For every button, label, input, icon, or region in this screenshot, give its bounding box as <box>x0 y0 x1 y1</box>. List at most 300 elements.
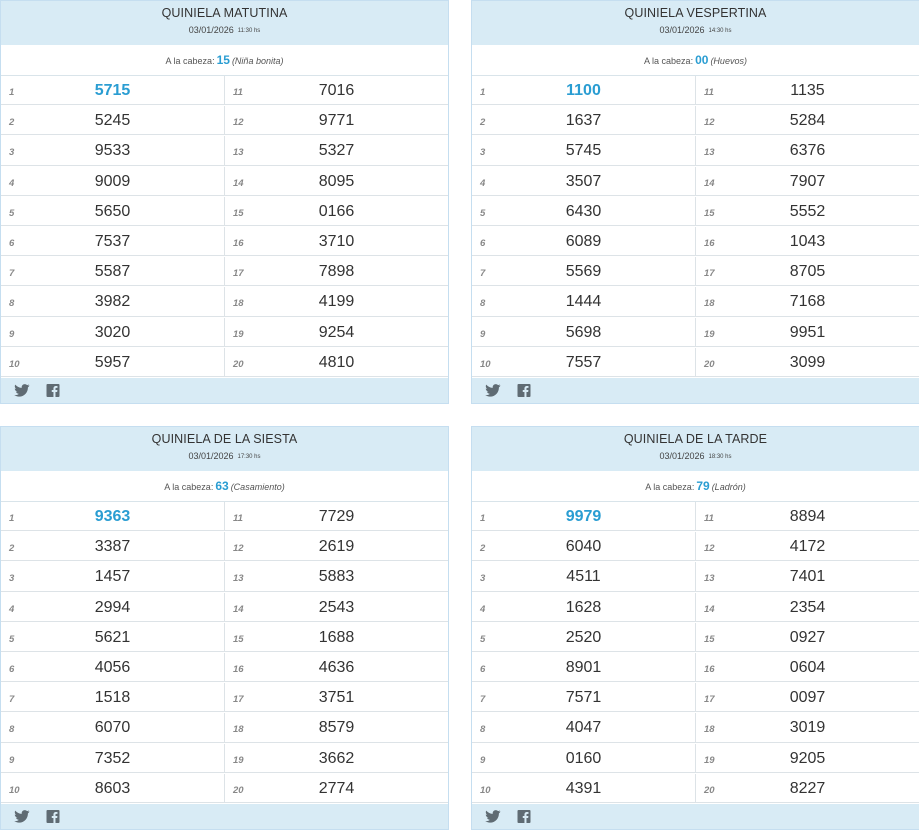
result-cell <box>1 623 224 651</box>
table-row <box>472 653 919 682</box>
card-header <box>1 427 448 471</box>
cabeza-number: 63 <box>215 479 229 493</box>
result-number: 3387 <box>94 538 131 556</box>
position-label: 1 <box>480 87 486 98</box>
result-cell <box>695 257 919 285</box>
position-label: 18 <box>233 298 244 310</box>
position-label: 11 <box>233 87 243 98</box>
position-label: 7 <box>480 694 486 706</box>
result-cell <box>695 593 919 621</box>
result-cell <box>224 593 448 621</box>
result-cell <box>472 167 695 195</box>
position-label: 17 <box>704 694 715 706</box>
position-label: 17 <box>233 268 244 280</box>
result-number: 4056 <box>94 659 131 676</box>
position-label: 9 <box>480 754 486 766</box>
result-cell <box>1 257 224 285</box>
position-label: 18 <box>704 724 715 736</box>
position-label: 4 <box>9 603 15 615</box>
table-row <box>1 593 448 622</box>
result-number: 3662 <box>318 749 355 767</box>
result-cell <box>472 562 695 590</box>
first-prize-number: 9979 <box>565 508 602 525</box>
result-number: 3751 <box>318 689 355 707</box>
result-cell <box>695 683 919 711</box>
card-title: QUINIELA VESPERTINA <box>624 6 767 20</box>
result-cell <box>472 287 695 315</box>
result-cell <box>224 653 448 681</box>
result-number: 9533 <box>94 142 131 160</box>
table-row <box>1 287 448 316</box>
result-number: 0160 <box>565 749 602 767</box>
position-label: 7 <box>9 694 15 706</box>
result-number: 9205 <box>789 749 826 767</box>
result-cell <box>695 713 919 741</box>
result-cell <box>1 197 224 225</box>
position-label: 5 <box>480 207 486 219</box>
result-cell <box>695 167 919 195</box>
result-number: 8901 <box>565 659 602 676</box>
position-label: 5 <box>9 207 15 219</box>
position-label: 15 <box>233 207 244 219</box>
result-number: 5587 <box>94 263 131 281</box>
table-row <box>472 744 919 773</box>
result-number: 7168 <box>789 293 826 311</box>
result-cell <box>472 713 695 741</box>
position-label: 19 <box>233 328 244 340</box>
results-table <box>1 502 448 804</box>
position-label: 15 <box>704 207 715 219</box>
result-cell <box>224 774 448 802</box>
card-header <box>1 1 448 45</box>
position-label: 19 <box>233 754 244 766</box>
position-label: 17 <box>704 268 715 280</box>
result-cell <box>472 136 695 164</box>
position-label: 19 <box>704 328 715 340</box>
position-label: 12 <box>233 543 244 555</box>
position-label: 9 <box>480 328 486 340</box>
result-cell <box>224 167 448 195</box>
result-number: 6070 <box>94 719 131 737</box>
draw-date-line <box>1 25 448 35</box>
position-label: 16 <box>233 664 244 675</box>
table-row <box>1 257 448 286</box>
position-label: 5 <box>480 633 486 645</box>
result-cell <box>695 348 919 376</box>
cabeza-label: A la cabeza: <box>644 56 694 66</box>
result-number: 1457 <box>94 568 131 586</box>
result-cell <box>224 227 448 255</box>
result-number: 1518 <box>94 689 131 707</box>
table-row <box>472 562 919 591</box>
position-label: 14 <box>233 177 244 189</box>
table-row <box>472 197 919 226</box>
position-label: 3 <box>480 573 486 585</box>
result-number: 7401 <box>789 568 826 586</box>
result-number: 5621 <box>94 628 131 646</box>
position-label: 10 <box>480 784 491 796</box>
result-cell <box>472 106 695 134</box>
first-prize-number: 1100 <box>566 82 601 99</box>
draw-date: 03/01/2026 <box>659 25 705 35</box>
position-label: 8 <box>480 298 486 310</box>
table-row <box>472 502 919 531</box>
result-number: 5698 <box>565 323 602 341</box>
position-label: 11 <box>704 513 714 524</box>
position-label: 13 <box>233 147 244 159</box>
twitter-icon[interactable] <box>485 384 501 397</box>
position-label: 20 <box>704 358 715 370</box>
result-number: 1628 <box>565 598 602 616</box>
result-number: 7571 <box>565 689 602 707</box>
result-cell <box>1 562 224 590</box>
position-label: 17 <box>233 694 244 706</box>
position-label: 3 <box>9 147 15 159</box>
table-row <box>472 106 919 135</box>
cabeza-meaning: (Huevos) <box>710 56 747 66</box>
result-cell <box>224 287 448 315</box>
facebook-icon[interactable] <box>516 810 532 823</box>
result-number: 2994 <box>94 598 131 616</box>
position-label: 13 <box>704 573 715 585</box>
position-label: 8 <box>9 298 15 310</box>
table-row <box>1 774 448 803</box>
result-cell <box>1 774 224 802</box>
position-label: 12 <box>233 117 244 129</box>
cabeza-number: 00 <box>695 53 709 67</box>
position-label: 1 <box>9 87 15 98</box>
table-row <box>1 76 448 105</box>
result-cell <box>695 76 919 104</box>
position-label: 15 <box>233 633 244 645</box>
result-cell <box>224 532 448 560</box>
result-cell <box>224 257 448 285</box>
result-cell <box>224 562 448 590</box>
table-row <box>472 532 919 561</box>
cabeza-label: A la cabeza: <box>164 482 214 492</box>
result-cell <box>472 653 695 681</box>
result-number: 7898 <box>318 263 355 281</box>
quiniela-card <box>471 426 919 830</box>
results-table <box>472 76 919 378</box>
draw-date-line <box>1 451 448 461</box>
result-number: 1637 <box>565 112 602 130</box>
result-cell <box>695 502 919 530</box>
table-row <box>472 593 919 622</box>
table-row <box>1 744 448 773</box>
result-cell <box>224 713 448 741</box>
result-number: 7016 <box>318 82 355 99</box>
facebook-icon[interactable] <box>45 384 61 397</box>
result-cell <box>1 136 224 164</box>
position-label: 9 <box>9 754 15 766</box>
result-number: 4172 <box>789 538 826 556</box>
result-number: 9254 <box>318 323 355 341</box>
position-label: 2 <box>480 117 486 129</box>
result-cell <box>472 683 695 711</box>
cabeza-label: A la cabeza: <box>645 482 695 492</box>
result-cell <box>695 287 919 315</box>
result-number: 6430 <box>565 202 602 220</box>
table-row <box>1 227 448 256</box>
position-label: 2 <box>9 117 15 129</box>
draw-date: 03/01/2026 <box>659 451 705 461</box>
result-cell <box>1 744 224 772</box>
table-row <box>1 197 448 226</box>
result-number: 5569 <box>565 263 602 281</box>
draw-date: 03/01/2026 <box>188 25 234 35</box>
result-number: 8579 <box>318 719 355 737</box>
result-number: 0927 <box>789 628 826 646</box>
position-label: 14 <box>704 177 715 189</box>
cabeza-label: A la cabeza: <box>165 56 215 66</box>
result-number: 5327 <box>318 142 355 160</box>
cabeza-meaning: (Ladrón) <box>711 482 746 492</box>
result-number: 2543 <box>318 598 355 616</box>
results-table <box>1 76 448 378</box>
share-bar <box>472 803 919 829</box>
result-number: 1043 <box>789 233 826 250</box>
result-number: 8894 <box>789 508 826 525</box>
result-number: 7729 <box>318 508 355 525</box>
table-row <box>1 502 448 531</box>
draw-date-line <box>472 451 919 461</box>
result-number: 6376 <box>789 142 826 160</box>
table-row <box>1 653 448 682</box>
result-number: 3019 <box>789 719 826 737</box>
table-row <box>472 167 919 196</box>
result-number: 4199 <box>318 293 355 311</box>
result-cell <box>224 76 448 104</box>
draw-time: 18:30 hs <box>708 454 732 460</box>
result-cell <box>224 136 448 164</box>
result-number: 7352 <box>94 749 131 767</box>
result-number: 5284 <box>789 112 826 130</box>
result-number: 0097 <box>789 689 826 707</box>
table-row <box>1 318 448 347</box>
position-label: 11 <box>704 87 714 98</box>
result-cell <box>472 227 695 255</box>
result-cell <box>1 167 224 195</box>
position-label: 6 <box>480 664 486 675</box>
result-cell <box>224 744 448 772</box>
result-cell <box>1 227 224 255</box>
twitter-icon[interactable] <box>14 384 30 397</box>
share-bar <box>1 377 448 403</box>
card-title: QUINIELA MATUTINA <box>161 6 288 20</box>
result-number: 2774 <box>318 779 355 797</box>
result-cell <box>224 106 448 134</box>
table-row <box>1 348 448 377</box>
result-cell <box>1 76 224 104</box>
result-cell <box>1 287 224 315</box>
result-cell <box>1 713 224 741</box>
result-number: 2354 <box>789 598 826 616</box>
position-label: 18 <box>704 298 715 310</box>
table-row <box>1 136 448 165</box>
share-bar <box>472 377 919 403</box>
draw-time: 17:30 hs <box>237 454 261 460</box>
cabeza-number: 79 <box>696 479 710 493</box>
position-label: 20 <box>233 784 244 796</box>
result-cell <box>695 318 919 346</box>
position-label: 2 <box>480 543 486 555</box>
position-label: 15 <box>704 633 715 645</box>
quiniela-card <box>0 0 449 404</box>
result-cell <box>224 623 448 651</box>
result-number: 4391 <box>565 779 602 797</box>
table-row <box>472 76 919 105</box>
position-label: 18 <box>233 724 244 736</box>
result-number: 4810 <box>318 353 355 371</box>
cabeza-meaning: (Niña bonita) <box>231 56 284 66</box>
result-number: 0604 <box>789 659 826 676</box>
cabeza-line <box>472 471 919 502</box>
result-cell <box>472 744 695 772</box>
position-label: 16 <box>704 238 715 249</box>
facebook-icon[interactable] <box>45 810 61 823</box>
result-number: 5552 <box>789 202 826 220</box>
result-cell <box>695 106 919 134</box>
card-title: QUINIELA DE LA SIESTA <box>151 432 298 446</box>
result-number: 5957 <box>94 353 131 371</box>
result-number: 7537 <box>94 233 131 250</box>
position-label: 7 <box>9 268 15 280</box>
quiniela-card <box>471 0 919 404</box>
position-label: 4 <box>9 177 15 189</box>
draw-date: 03/01/2026 <box>188 451 234 461</box>
table-row <box>1 532 448 561</box>
position-label: 20 <box>233 358 244 370</box>
position-label: 1 <box>480 513 486 524</box>
result-number: 4511 <box>566 568 601 586</box>
table-row <box>472 136 919 165</box>
table-row <box>472 348 919 377</box>
table-row <box>1 623 448 652</box>
position-label: 6 <box>9 664 15 675</box>
result-cell <box>695 744 919 772</box>
cabeza-line <box>472 45 919 76</box>
result-number: 8603 <box>94 779 131 797</box>
table-row <box>1 562 448 591</box>
table-row <box>472 623 919 652</box>
result-cell <box>472 257 695 285</box>
result-number: 3982 <box>94 293 131 311</box>
result-number: 5883 <box>318 568 355 586</box>
cabeza-line <box>1 45 448 76</box>
position-label: 16 <box>233 238 244 249</box>
position-label: 12 <box>704 543 715 555</box>
result-number: 5245 <box>94 112 131 130</box>
result-number: 1135 <box>790 82 825 99</box>
result-cell <box>1 502 224 530</box>
position-label: 8 <box>9 724 15 736</box>
position-label: 16 <box>704 664 715 675</box>
card-header <box>472 1 919 45</box>
result-number: 2619 <box>318 538 355 556</box>
position-label: 20 <box>704 784 715 796</box>
result-number: 5650 <box>94 202 131 220</box>
result-cell <box>472 502 695 530</box>
result-number: 0166 <box>318 202 355 220</box>
cabeza-meaning: (Casamiento) <box>230 482 285 492</box>
position-label: 12 <box>704 117 715 129</box>
result-cell <box>695 623 919 651</box>
result-cell <box>695 136 919 164</box>
result-cell <box>224 348 448 376</box>
twitter-icon[interactable] <box>485 810 501 823</box>
position-label: 11 <box>233 513 243 524</box>
position-label: 4 <box>480 603 486 615</box>
result-number: 9951 <box>789 323 826 341</box>
position-label: 4 <box>480 177 486 189</box>
result-cell <box>472 197 695 225</box>
result-number: 8705 <box>789 263 826 281</box>
result-number: 5745 <box>565 142 602 160</box>
table-row <box>1 167 448 196</box>
result-cell <box>1 532 224 560</box>
facebook-icon[interactable] <box>516 384 532 397</box>
result-number: 6040 <box>565 538 602 556</box>
first-prize-number: 9363 <box>94 508 131 525</box>
position-label: 3 <box>9 573 15 585</box>
result-number: 8095 <box>318 172 355 190</box>
position-label: 14 <box>704 603 715 615</box>
result-number: 7907 <box>789 172 826 190</box>
draw-time: 11:30 hs <box>237 28 261 34</box>
result-number: 4047 <box>565 719 602 737</box>
table-row <box>1 713 448 742</box>
position-label: 6 <box>480 238 486 249</box>
result-cell <box>472 76 695 104</box>
position-label: 6 <box>9 238 15 249</box>
result-cell <box>472 348 695 376</box>
result-cell <box>1 106 224 134</box>
result-cell <box>472 532 695 560</box>
result-cell <box>695 532 919 560</box>
share-bar <box>1 803 448 829</box>
table-row <box>472 683 919 712</box>
table-row <box>472 713 919 742</box>
position-label: 7 <box>480 268 486 280</box>
position-label: 10 <box>9 358 20 370</box>
position-label: 3 <box>480 147 486 159</box>
position-label: 2 <box>9 543 15 555</box>
result-number: 6089 <box>565 233 602 250</box>
position-label: 10 <box>480 358 491 370</box>
position-label: 8 <box>480 724 486 736</box>
result-cell <box>695 562 919 590</box>
table-row <box>472 287 919 316</box>
result-number: 3099 <box>789 353 826 371</box>
result-cell <box>472 623 695 651</box>
result-cell <box>1 348 224 376</box>
cabeza-number: 15 <box>216 53 230 67</box>
result-number: 4636 <box>318 659 355 676</box>
twitter-icon[interactable] <box>14 810 30 823</box>
result-cell <box>1 318 224 346</box>
table-row <box>472 774 919 803</box>
result-cell <box>224 197 448 225</box>
result-cell <box>1 683 224 711</box>
cabeza-line <box>1 471 448 502</box>
first-prize-number: 5715 <box>94 82 131 99</box>
result-cell <box>472 318 695 346</box>
result-cell <box>695 227 919 255</box>
result-number: 8227 <box>789 779 826 797</box>
position-label: 19 <box>704 754 715 766</box>
result-cell <box>1 653 224 681</box>
